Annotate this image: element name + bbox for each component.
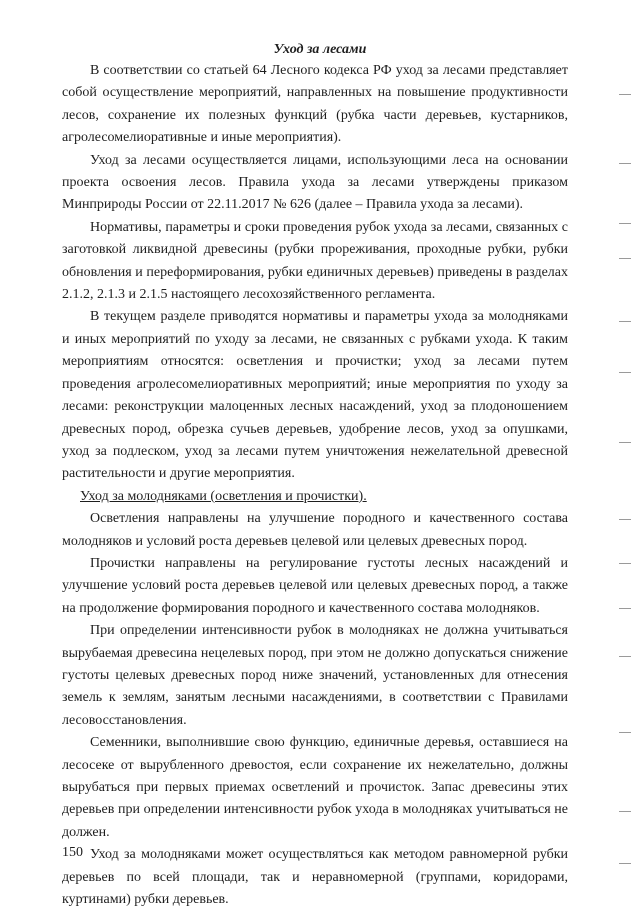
margin-mark [619, 656, 631, 657]
margin-mark [619, 563, 631, 564]
margin-mark [619, 519, 631, 520]
paragraph: Прочистки направлены на регулирование густоты лесных насаждений и улучшение условий роста деревьев целевой или целевых древесных пород, а также на продолжение формирования породного и качественного состава молодняков. [62, 555, 568, 616]
margin-mark [619, 321, 631, 322]
margin-mark [619, 223, 631, 224]
margin-mark [619, 94, 631, 95]
paragraph: Семенники, выполнившие свою функцию, единичные деревья, оставшиеся на лесосеке от вырубленного древостоя, если сохранение их нежелательно, должны вырубаться при первых приемах осветлений и прочисток. Запас древесины этих деревьев при определении интенсивности рубок ухода в молодняках учитываться не должен. [62, 735, 568, 840]
paragraph: Нормативы, параметры и сроки проведения рубок ухода за лесами, связанных с заготовкой ликвидной древесины (рубки прореживания, проходные рубки, рубки обновления и переформирования, рубки единичных деревьев) приведены в разделах 2.1.2, 2.1.3 и 2.1.5 настоящего лесохозяйственного регламента. [62, 219, 568, 303]
margin-mark [619, 258, 631, 259]
paragraph: Уход за лесами осуществляется лицами, использующими леса на основании проекта освоения лесов. Правила ухода за лесами утверждены приказом Минприроды России от 22.11.2017 № 626 (далее – Правила ухода за лесами). [62, 152, 568, 213]
margin-mark [619, 863, 631, 864]
subheading [62, 486, 568, 508]
margin-mark [619, 732, 631, 733]
paragraph: В соответствии со статьей 64 Лесного кодекса РФ уход за лесами представляет собой осуществление мероприятий, направленных на повышение продуктивности лесов, сохранение их полезных функций (рубка части деревьев, кустарников, агролесомелиоративные и иные мероприятия). [62, 63, 568, 146]
page-title: Уход за лесами [273, 42, 367, 57]
paragraph: При определении интенсивности рубок в молодняках не должна учитываться вырубаемая древесина нецелевых пород, при этом не должно допускаться снижение густоты целевых древесных пород ниже значений, установленных для отнесения земель к землям, занятым лесными насаждениями, в соответствии с Правилами лесовосстановления. [62, 623, 568, 728]
margin-mark [619, 442, 631, 443]
subheading-text: Уход за молодняками (осветления и прочистки). [80, 488, 367, 504]
body-text [62, 60, 568, 911]
paragraph: Осветления направлены на улучшение породного и качественного состава молодняков и условий роста деревьев целевой или целевых древесных пород. [62, 511, 568, 549]
margin-mark [619, 163, 631, 164]
paragraph: В текущем разделе приводятся нормативы и параметры ухода за молодняками и иных мероприятий по уходу за лесами, не связанных с рубками ухода. К таким мероприятиям относятся: осветления и прочистки; уход за лесами путем проведения агролесомелиоративных мероприятий; иные мероприятия по уходу за лесами: реконструкции малоценных лесных насаждений, уход за плодоношением древесных пород, обрезка сучьев деревьев, удобрение лесов, уход за опушками, уход за подлеском, уход за лесами путем уничтожения нежелательной древесной растительности и другие мероприятия. [62, 309, 568, 482]
margin-mark [619, 811, 631, 812]
page-number: 150 [62, 845, 83, 860]
margin-mark [619, 372, 631, 373]
margin-mark [619, 608, 631, 609]
paragraph: Уход за молодняками может осуществляться как методом равномерной рубки деревьев по всей площади, так и неравномерной (группами, коридорами, куртинами) рубки деревьев. [62, 847, 568, 908]
